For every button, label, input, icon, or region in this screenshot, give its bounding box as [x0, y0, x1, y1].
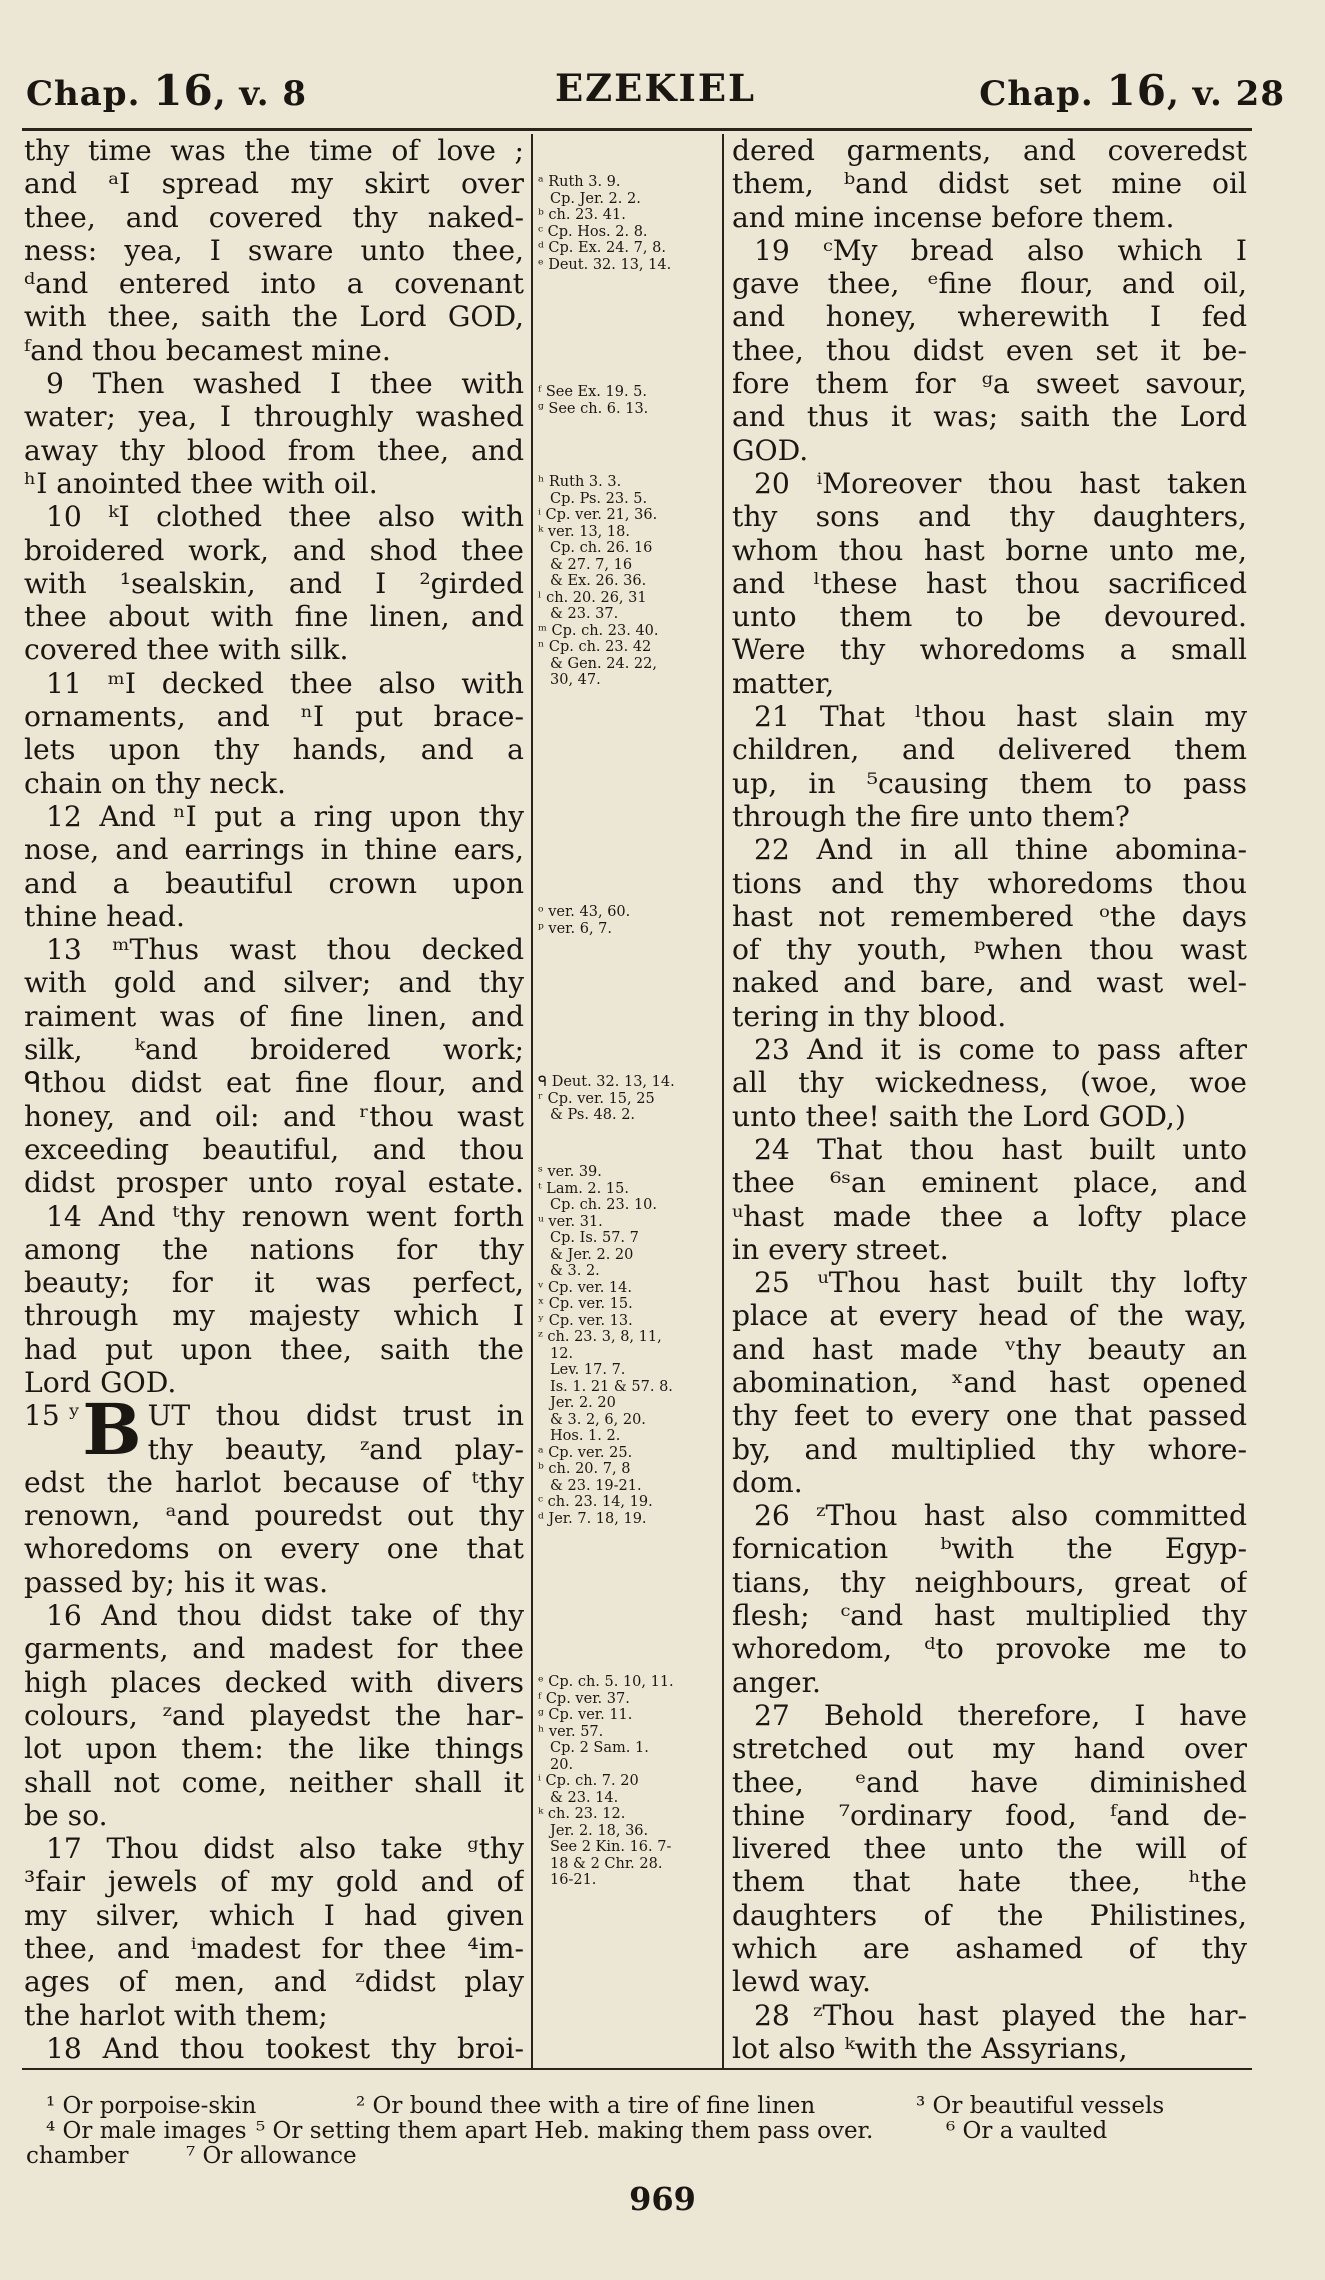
text-line: daughters of the Philistines,: [732, 1898, 1247, 1932]
text-line: unto them to be devoured.: [732, 600, 1247, 634]
reference-line: ᵖ ver. 6, 7.: [538, 920, 613, 937]
text-line: 21 That ˡthou hast slain my: [754, 700, 1247, 734]
reference-line: 30, 47.: [550, 672, 601, 688]
text-line: water; yea, I throughly washed: [24, 400, 524, 434]
header-right-chapter: 16: [1106, 66, 1167, 115]
reference-group: [538, 904, 716, 937]
text-line: lot upon them: the like things: [24, 1732, 524, 1766]
reference-line: Cp. Jer. 2. 2.: [550, 190, 641, 207]
text-line: with thee, saith the Lord GOD,: [24, 300, 524, 334]
reference-line: ᶻ ch. 23. 3, 8, 11,: [538, 1329, 662, 1345]
footnote-2: ² Or bound thee with a tire of fine linen: [356, 2093, 816, 2119]
text-line: 14 And ᵗthy renown went forth: [46, 1199, 524, 1233]
reference-line: ⁿ Cp. ch. 23. 42: [538, 639, 652, 655]
text-line: flesh; ᶜand hast multiplied thy: [732, 1599, 1247, 1633]
text-line: them that hate thee, ʰthe: [732, 1865, 1247, 1899]
text-line: honey, and oil: and ʳthou wast: [24, 1099, 524, 1133]
text-line: broidered work, and shod thee: [24, 533, 524, 567]
text-line: in every street.: [732, 1232, 949, 1266]
text-line: lets upon thy hands, and a: [24, 733, 524, 767]
reference-group: [538, 1074, 716, 1124]
text-line: and honey, wherewith I fed: [732, 300, 1247, 334]
text-line: livered thee unto the will of: [732, 1832, 1247, 1866]
reference-line: ˣ Cp. ver. 15.: [538, 1296, 633, 1312]
text-line: and ᵃI spread my skirt over: [24, 167, 524, 201]
header-rule: [22, 128, 1252, 131]
reference-line: ⁱ Cp. ch. 7. 20: [538, 1773, 639, 1789]
text-line: 13 ᵐThus wast thou decked: [46, 933, 524, 967]
header-right-verse: , v. 28: [1167, 74, 1285, 114]
text-line: tians, thy neighbours, great of: [732, 1565, 1247, 1599]
text-line: nose, and earrings in thine ears,: [24, 833, 524, 867]
header-right: [979, 66, 1285, 115]
text-line: ornaments, and ⁿI put brace-: [24, 700, 524, 734]
text-line: 27 Behold therefore, I have: [754, 1698, 1247, 1732]
text-line: 20 ⁱMoreover thou hast taken: [754, 466, 1247, 500]
text-line: ᑫthou didst eat fine flour, and: [24, 1066, 524, 1100]
reference-line: ˢ ver. 39.: [538, 1164, 602, 1180]
text-line: thee, and covered thy naked-: [24, 200, 524, 234]
reference-line: & Jer. 2. 20: [550, 1246, 634, 1263]
reference-line: & Ps. 48. 2.: [550, 1107, 636, 1123]
column-divider-right: [722, 134, 724, 2069]
text-line: abomination, ˣand hast opened: [732, 1365, 1247, 1399]
reference-line: Cp. Is. 57. 7: [550, 1230, 639, 1246]
text-line: ʰI anointed thee with oil.: [24, 466, 378, 500]
reference-line: & 3. 2.: [550, 1263, 600, 1279]
reference-line: Cp. ch. 26. 16: [550, 540, 653, 556]
text-line: thee ⁶ˢan eminent place, and: [732, 1166, 1247, 1200]
reference-group: [538, 1164, 716, 1527]
reference-line: ᵐ Cp. ch. 23. 40.: [538, 622, 659, 639]
text-line: 24 That thou hast built unto: [754, 1132, 1247, 1166]
reference-line: See 2 Kin. 16. 7-: [550, 1839, 672, 1855]
reference-line: ᶜ Cp. Hos. 2. 8.: [538, 223, 648, 240]
footnote-6-continued: chamber: [26, 2143, 129, 2169]
footnote-row-3: [26, 2143, 1246, 2169]
text-line: ³fair jewels of my gold and of: [24, 1865, 524, 1899]
footnote-1: ¹ Or porpoise-skin: [46, 2093, 257, 2119]
reference-line: ʸ Cp. ver. 13.: [538, 1312, 633, 1329]
text-line: GOD.: [732, 433, 809, 467]
header-left-word: Chap.: [26, 74, 141, 114]
header-left-verse: , v. 8: [213, 74, 308, 114]
reference-line: ᵇ ch. 20. 7, 8: [538, 1461, 631, 1477]
text-line: garments, and madest for thee: [24, 1632, 524, 1666]
reference-line: ᶜ ch. 23. 14, 19.: [538, 1494, 653, 1510]
reference-line: & Ex. 26. 36.: [550, 573, 647, 589]
cross-reference-column: [538, 134, 716, 2064]
reference-line: & 23. 14.: [550, 1789, 619, 1806]
text-line: colours, ᶻand playedst the har-: [24, 1698, 524, 1732]
reference-line: ᵍ See ch. 6. 13.: [538, 400, 649, 417]
reference-line: ᵍ Cp. ver. 11.: [538, 1707, 633, 1723]
footnote-7: ⁷ Or allowance: [186, 2143, 357, 2169]
text-line: silk, ᵏand broidered work;: [24, 1033, 524, 1067]
reference-line: ᑫ Deut. 32. 13, 14.: [538, 1074, 675, 1090]
text-line: unto thee! saith the Lord GOD,): [732, 1099, 1186, 1133]
reference-line: ᵇ ch. 23. 41.: [538, 207, 626, 223]
footnote-5: ⁵ Or setting them apart Heb. making them pass over.: [256, 2118, 874, 2144]
text-line: all thy wickedness, (woe, woe: [732, 1066, 1247, 1100]
text-line: whom thou hast borne unto me,: [732, 533, 1247, 567]
reference-line: ʳ Cp. ver. 15, 25: [538, 1090, 655, 1107]
reference-group: [538, 174, 716, 273]
text-line: exceeding beautiful, and thou: [24, 1132, 524, 1166]
reference-line: 20.: [550, 1756, 574, 1773]
text-line: renown, ᵃand pouredst out thy: [24, 1499, 524, 1533]
text-line: dered garments, and coveredst: [732, 134, 1247, 167]
page-number: 969: [629, 2180, 696, 2218]
text-line: ᵘhast made thee a lofty place: [732, 1199, 1247, 1233]
text-line: thy sons and thy daughters,: [732, 500, 1247, 534]
text-line: thee, thou didst even set it be-: [732, 333, 1247, 367]
text-line: had put upon thee, saith the: [24, 1332, 524, 1366]
text-line: of thy youth, ᵖwhen thou wast: [732, 933, 1247, 967]
text-line: 28 ᶻThou hast played the har-: [754, 1998, 1247, 2032]
text-line: ness: yea, I sware unto thee,: [24, 233, 524, 267]
text-line: 12 And ⁿI put a ring upon thy: [46, 799, 524, 833]
reference-line: & 3. 2, 6, 20.: [550, 1411, 646, 1428]
reference-group: [538, 474, 716, 689]
text-line: beauty; for it was perfect,: [24, 1266, 524, 1300]
text-line: 9 Then washed I thee with: [46, 367, 524, 401]
text-line: place at every head of the way,: [732, 1299, 1247, 1333]
text-line: 18 And thou tookest thy broi-: [46, 2031, 524, 2064]
reference-line: Hos. 1. 2.: [550, 1428, 621, 1444]
footnote-6: ⁶ Or a vaulted: [946, 2118, 1108, 2144]
reference-line: ᵃ Cp. ver. 25.: [538, 1444, 633, 1461]
text-line: with gold and silver; and thy: [24, 966, 524, 1000]
footnote-row-2: [46, 2119, 1246, 2144]
text-line: thee, and ⁱmadest for thee ⁴im-: [24, 1932, 524, 1966]
text-line: lot also ᵏwith the Assyrians,: [732, 2031, 1128, 2064]
text-line: tions and thy whoredoms thou: [732, 866, 1247, 900]
text-line: 11 ᵐI decked thee also with: [46, 666, 524, 700]
reference-line: 18 & 2 Chr. 28.: [550, 1855, 663, 1872]
reference-line: ᵉ Deut. 32. 13, 14.: [538, 256, 672, 273]
text-line: and a beautiful crown upon: [24, 866, 524, 900]
text-line: edst the harlot because of ᵗthy: [24, 1465, 524, 1499]
running-header: [26, 66, 1285, 122]
reference-line: ʰ ver. 57.: [538, 1723, 604, 1740]
text-line: naked and bare, and wast wel-: [732, 966, 1247, 1000]
text-line: thine head.: [24, 899, 185, 933]
text-line: be so.: [24, 1798, 108, 1832]
reference-line: Cp. Ps. 23. 5.: [550, 490, 648, 507]
header-left-chapter: 16: [153, 66, 214, 115]
reference-line: & 23. 37.: [550, 606, 619, 622]
text-line: 23 And it is come to pass after: [754, 1033, 1247, 1067]
reference-line: ᵘ ver. 31.: [538, 1213, 603, 1230]
reference-line: ˡ ch. 20. 26, 31: [538, 589, 647, 606]
text-line: thy beauty, ᶻand play-: [147, 1432, 524, 1466]
text-line: matter,: [732, 666, 835, 700]
reference-group: [538, 384, 716, 417]
text-line: didst prosper unto royal estate.: [24, 1166, 524, 1200]
text-line: Were thy whoredoms a small: [732, 633, 1247, 667]
text-line: with ¹sealskin, and I ²girded: [24, 566, 524, 600]
text-line: gave thee, ᵉfine flour, and oil,: [732, 267, 1247, 301]
text-line: them, ᵇand didst set mine oil: [732, 167, 1247, 201]
reference-line: ᵈ Cp. Ex. 24. 7, 8.: [538, 240, 666, 256]
text-line: thee about with fine linen, and: [24, 600, 524, 634]
reference-line: Cp. ch. 23. 10.: [550, 1197, 658, 1213]
verse-15-block: [24, 1388, 524, 1472]
text-line: whoredoms on every one that: [24, 1532, 524, 1566]
text-line: 26 ᶻThou hast also committed: [754, 1499, 1247, 1533]
reference-line: ᵉ Cp. ch. 5. 10, 11.: [538, 1674, 674, 1690]
text-line: thy time was the time of love ;: [24, 134, 524, 167]
header-right-word: Chap.: [979, 74, 1094, 114]
reference-line: Lev. 17. 7.: [550, 1362, 626, 1378]
text-line: children, and delivered them: [732, 733, 1247, 767]
reference-line: ʰ Ruth 3. 3.: [538, 474, 622, 490]
text-line: chain on thy neck.: [24, 766, 286, 800]
text-line: which are ashamed of thy: [732, 1932, 1247, 1966]
reference-line: ᵗ Lam. 2. 15.: [538, 1180, 629, 1197]
text-line: 17 Thou didst also take ᵍthy: [46, 1832, 524, 1866]
reference-line: & 27. 7, 16: [550, 556, 633, 573]
text-line: through my majesty which I: [24, 1299, 524, 1333]
reference-line: Jer. 2. 18, 36.: [550, 1822, 649, 1839]
reference-line: 12.: [550, 1345, 574, 1362]
text-line: away thy blood from thee, and: [24, 433, 524, 467]
right-text-column: [732, 134, 1247, 2064]
text-line: thy feet to every one that passed: [732, 1399, 1247, 1433]
reference-line: ᵏ ver. 13, 18.: [538, 523, 630, 540]
text-line: fore them for ᵍa sweet savour,: [732, 367, 1247, 401]
reference-line: ᶠ Cp. ver. 37.: [538, 1690, 630, 1707]
text-line: Lord GOD.: [24, 1365, 177, 1399]
text-line: high places decked with divers: [24, 1665, 524, 1699]
reference-line: & 23. 19-21.: [550, 1477, 642, 1494]
text-line: fornication ᵇwith the Egyp-: [732, 1532, 1247, 1566]
text-line: 22 And in all thine abomina-: [754, 833, 1247, 867]
text-line: ᵈand entered into a covenant: [24, 267, 524, 301]
footnote-row-1: [46, 2094, 1246, 2119]
text-line: among the nations for thy: [24, 1232, 524, 1266]
text-line: 19 ᶜMy bread also which I: [754, 233, 1247, 267]
text-line: dom.: [732, 1465, 803, 1499]
footnote-rule: [22, 2068, 1252, 2070]
text-line: through the fire unto them?: [732, 799, 1130, 833]
text-line: 16 And thou didst take of thy: [46, 1599, 524, 1633]
text-line: UT thou didst trust in: [147, 1399, 524, 1433]
drop-capital: B: [82, 1388, 142, 1472]
text-line: tering in thy blood.: [732, 999, 1007, 1033]
reference-line: ᵒ ver. 43, 60.: [538, 904, 631, 920]
text-line: shall not come, neither shall it: [24, 1765, 524, 1799]
reference-line: Jer. 2. 20: [550, 1395, 616, 1411]
text-line: hast not remembered ᵒthe days: [732, 899, 1247, 933]
text-line: by, and multiplied thy whore-: [732, 1432, 1247, 1466]
text-line: and ˡthese hast thou sacrificed: [732, 566, 1247, 600]
text-line: passed by; his it was.: [24, 1565, 329, 1599]
text-line: the harlot with them;: [24, 1998, 328, 2032]
left-text-column: [24, 134, 524, 2064]
text-line: lewd way.: [732, 1965, 871, 1999]
text-line: thine ⁷ordinary food, ᶠand de-: [732, 1798, 1247, 1832]
reference-line: ᵛ Cp. ver. 14.: [538, 1279, 632, 1296]
reference-line: ᵈ Jer. 7. 18, 19.: [538, 1510, 647, 1527]
text-line: stretched out my hand over: [732, 1732, 1247, 1766]
text-line: and thus it was; saith the Lord: [732, 400, 1247, 434]
book-title: EZEKIEL: [554, 66, 757, 110]
text-line: whoredom, ᵈto provoke me to: [732, 1632, 1247, 1666]
text-line: 10 ᵏI clothed thee also with: [46, 500, 524, 534]
text-line: anger.: [732, 1665, 822, 1699]
text-line: up, in ⁵causing them to pass: [732, 766, 1247, 800]
text-line: 25 ᵘThou hast built thy lofty: [754, 1266, 1247, 1300]
reference-line: ⁱ Cp. ver. 21, 36.: [538, 507, 658, 523]
column-divider-left: [531, 134, 533, 2069]
footnotes: [26, 2093, 1246, 2169]
reference-line: Cp. 2 Sam. 1.: [550, 1740, 649, 1756]
text-line: and hast made ᵛthy beauty an: [732, 1332, 1247, 1366]
text-line: ages of men, and ᶻdidst play: [24, 1965, 524, 1999]
reference-line: Is. 1. 21 & 57. 8.: [550, 1378, 673, 1395]
text-line: and mine incense before them.: [732, 200, 1175, 234]
reference-line: 16-21.: [550, 1872, 597, 1888]
reference-line: ᶠ See Ex. 19. 5.: [538, 384, 648, 400]
text-line: ᶠand thou becamest mine.: [24, 333, 391, 367]
reference-group: [538, 1674, 716, 1889]
text-line: my silver, which I had given: [24, 1898, 524, 1932]
text-line: raiment was of fine linen, and: [24, 999, 524, 1033]
reference-line: & Gen. 24. 22,: [550, 655, 657, 672]
text-line: thee, ᵉand have diminished: [732, 1765, 1247, 1799]
footnote-4: ⁴ Or male images: [46, 2118, 247, 2144]
footnote-3: ³ Or beautiful vessels: [916, 2093, 1165, 2119]
reference-line: ᵃ Ruth 3. 9.: [538, 174, 621, 190]
reference-line: ᵏ ch. 23. 12.: [538, 1806, 626, 1822]
verse-15-number: 15 ʸ: [24, 1399, 81, 1433]
text-line: covered thee with silk.: [24, 633, 349, 667]
